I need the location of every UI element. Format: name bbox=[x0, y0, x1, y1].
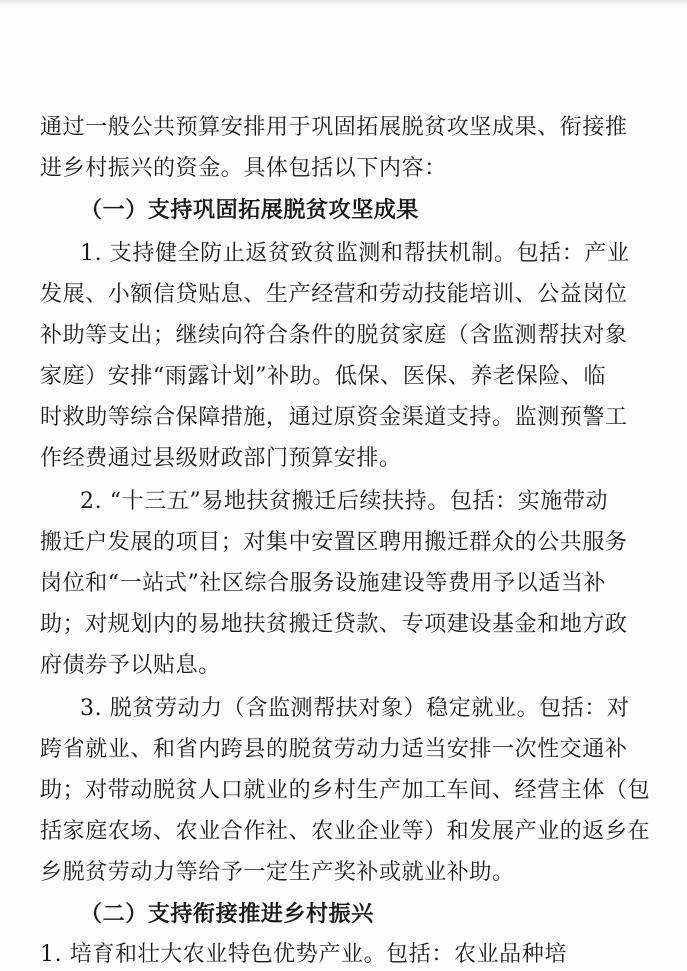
item-3-line-2: 跨省就业、和省内跨县的脱贫劳动力适当安排一次性交通补 bbox=[40, 737, 628, 762]
item-2-line-4: 助；对规划内的易地扶贫搬迁贷款、专项建设基金和地方政 bbox=[40, 612, 628, 637]
item-1-line-4: 家庭）安排“雨露计划”补助。低保、医保、养老保险、临 bbox=[40, 364, 607, 389]
paragraph-intro-line-1: 通过一般公共预算安排用于巩固拓展脱贫攻坚成果、衔接推 bbox=[40, 115, 628, 140]
item-1-line-6: 作经费通过县级财政部门预算安排。 bbox=[40, 446, 402, 471]
item-2-line-2: 搬迁户发展的项目；对集中安置区聘用搬迁群众的公共服务 bbox=[40, 530, 628, 555]
section-heading-1: （一）支持巩固拓展脱贫攻坚成果 bbox=[80, 198, 420, 223]
item-1-line-1: 1. 支持健全防止返贫致贫监测和帮扶机制。包括：产业 bbox=[80, 241, 630, 266]
item-2-line-1: 2. “十三五”易地扶贫搬迁后续扶持。包括：实施带动 bbox=[80, 489, 609, 514]
item-3-line-1: 3. 脱贫劳动力（含监测帮扶对象）稳定就业。包括：对 bbox=[80, 696, 630, 721]
item-1-line-3: 补助等支出；继续向符合条件的脱贫家庭（含监测帮扶对象 bbox=[40, 323, 628, 348]
item-3-line-5: 乡脱贫劳动力等给予一定生产奖补或就业补助。 bbox=[40, 860, 515, 885]
item-3-line-3: 助；对带动脱贫人口就业的乡村生产加工车间、经营主体（包 bbox=[40, 778, 651, 803]
paragraph-intro-line-2: 进乡村振兴的资金。具体包括以下内容： bbox=[40, 156, 447, 181]
section-2-item-1-line-1: 1. 培育和壮大农业特色优势产业。包括：农业品种培 bbox=[40, 942, 567, 967]
item-1-line-2: 发展、小额信贷贴息、生产经营和劳动技能培训、公益岗位 bbox=[40, 282, 628, 307]
item-2-line-5: 府债券予以贴息。 bbox=[40, 653, 221, 678]
scan-top-edge bbox=[0, 0, 687, 6]
item-3-line-4: 括家庭农场、农业合作社、农业企业等）和发展产业的返乡在 bbox=[40, 819, 651, 844]
item-1-line-5: 时救助等综合保障措施，通过原资金渠道支持。监测预警工 bbox=[40, 405, 628, 430]
item-2-line-3: 岗位和“一站式”社区综合服务设施建设等费用予以适当补 bbox=[40, 571, 607, 596]
section-heading-2: （二）支持衔接推进乡村振兴 bbox=[80, 902, 374, 927]
